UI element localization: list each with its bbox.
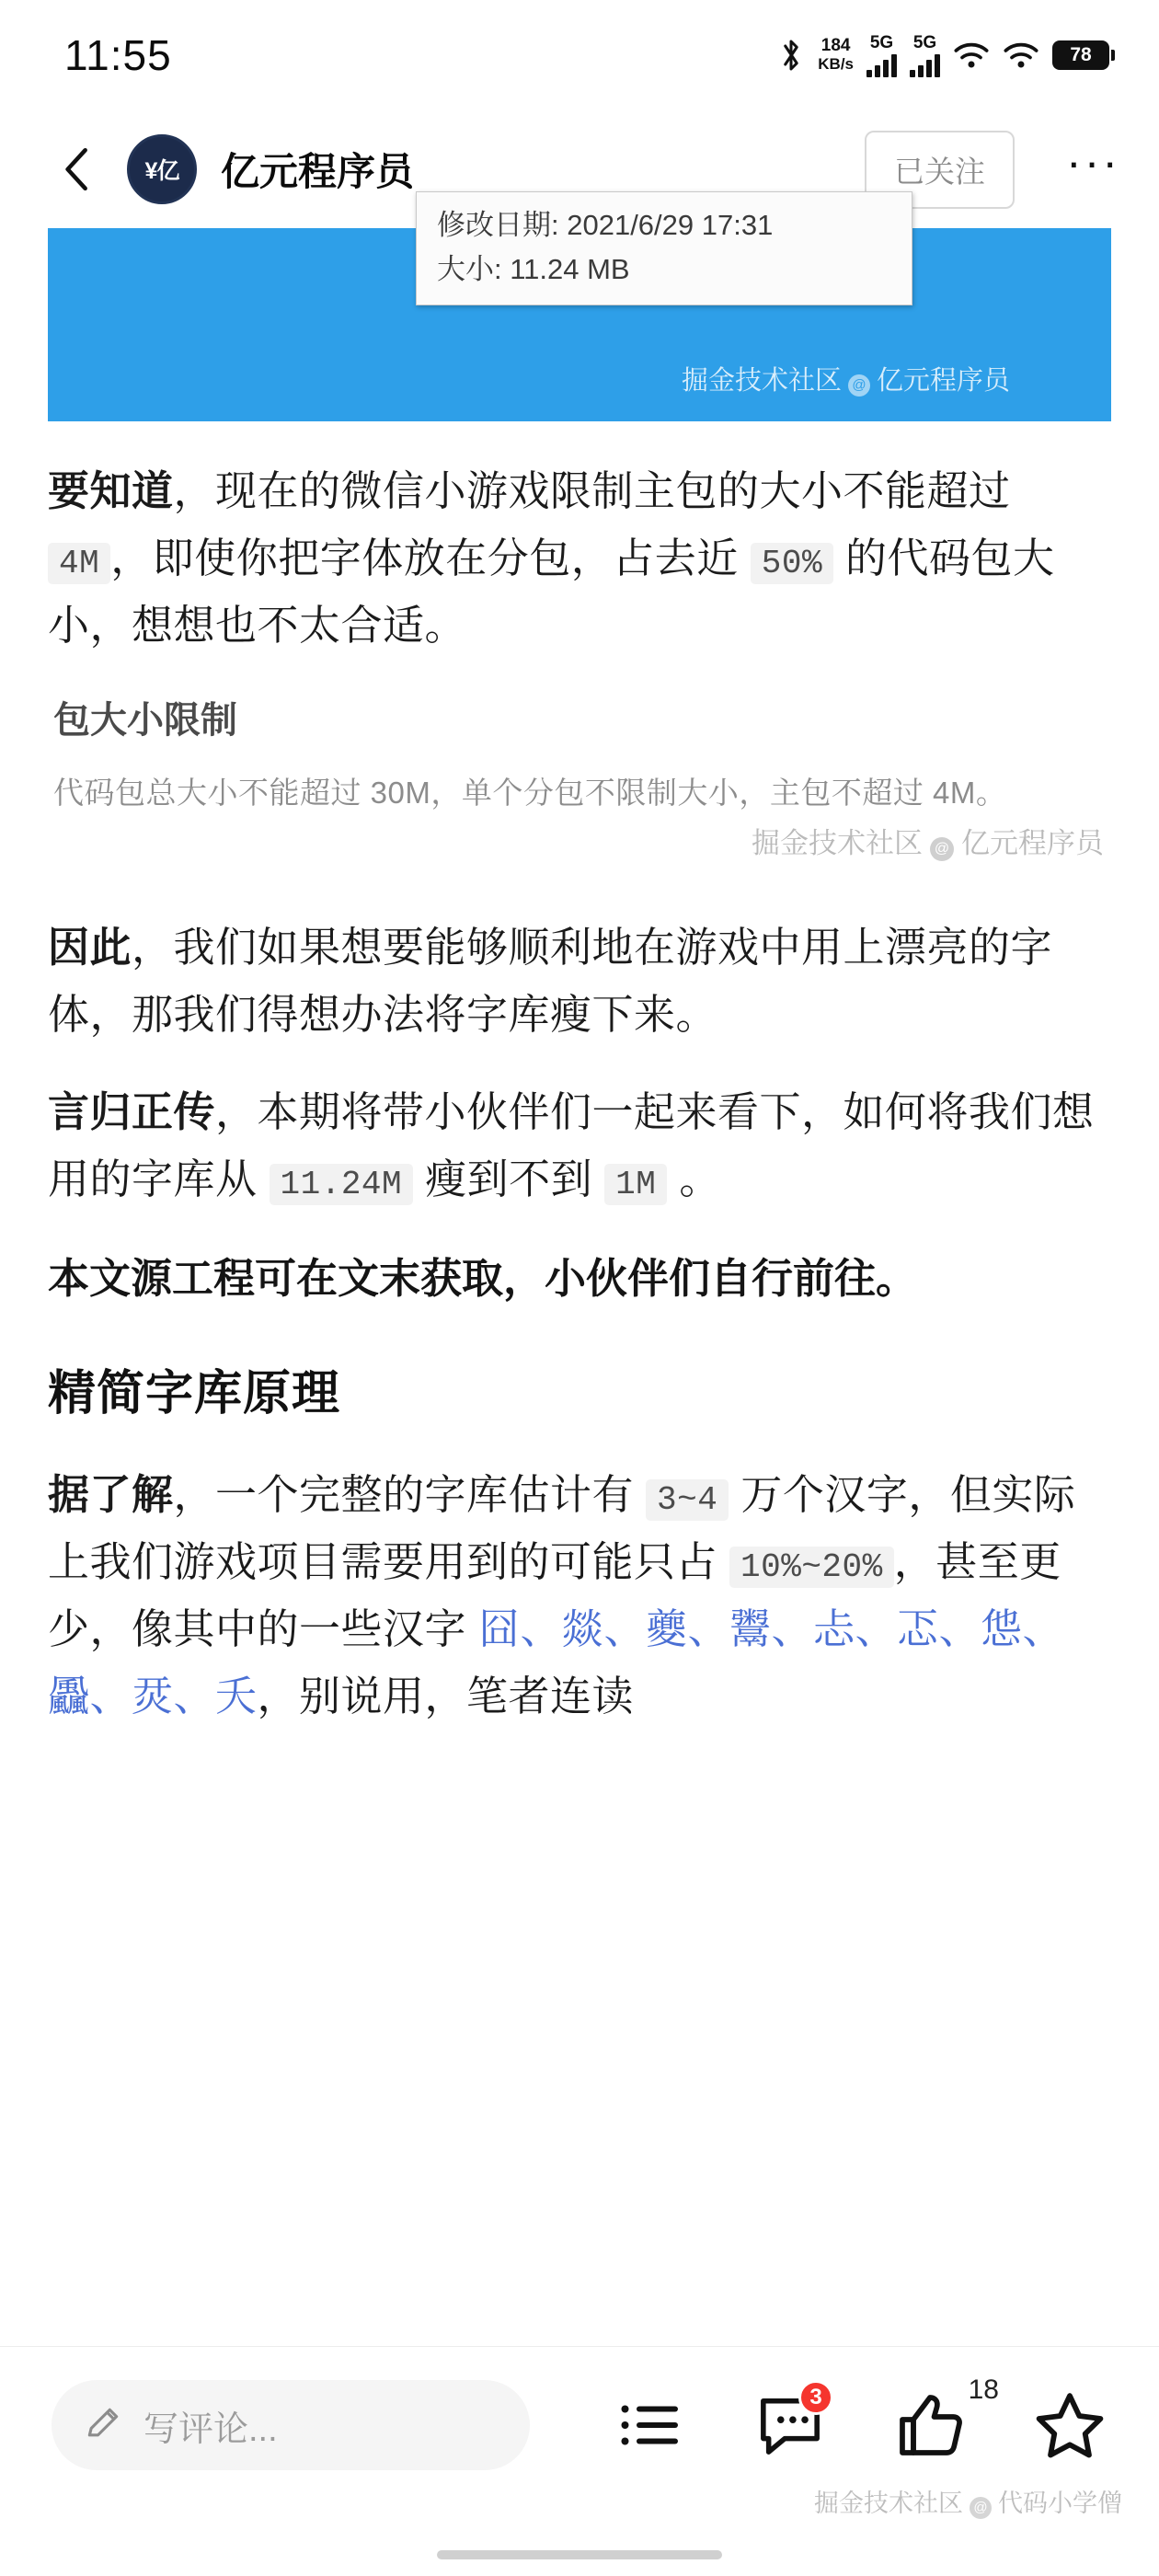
star-icon[interactable]: [1032, 2387, 1107, 2463]
bottom-action-row: [0, 2347, 1159, 2470]
network-speed: 184 KB/s: [818, 36, 854, 73]
bottom-watermark: 掘金技术社区 @ 代码小学僧: [814, 2490, 1122, 2517]
status-bar: [0, 0, 1159, 110]
back-arrow-icon[interactable]: [52, 144, 103, 195]
figure-watermark: 掘金技术社区 @ 亿元程序员: [752, 826, 1104, 859]
rare-characters: 囧、燚、夔、鬻、忐、忑、怹、飍、烎、夭: [48, 1605, 1065, 1719]
inline-code-10to20pct: 10%~20%: [729, 1547, 894, 1588]
like-count: 18: [968, 2375, 999, 2405]
paragraph-2-lead: 因此: [48, 923, 132, 971]
file-modified-date: 修改日期: 2021/6/29 17:31: [437, 209, 774, 241]
wifi-icon-secondary: [1003, 41, 1039, 69]
image-watermark: 掘金技术社区 @ 亿元程序员: [681, 366, 1010, 396]
article-content: [0, 209, 1159, 1731]
paragraph-5: 据了解，一个完整的字库估计有 3~4 万个汉字，但实际上我们游戏项目需要用到的可能只占 10%~20% ，甚至更少，像其中的一些汉字 囧、燚、夔、鬻、忐、忑、怹、飍、烎、夭，别说用，笔者连读: [48, 1471, 1076, 1719]
comment-icon[interactable]: [752, 2387, 828, 2463]
sim1-signal-icon: 5G: [866, 34, 897, 77]
bluetooth-icon: [777, 38, 805, 73]
section-title: 精简字库原理: [48, 1367, 341, 1421]
inline-code-3to4: 3~4: [646, 1479, 729, 1521]
bottom-action-bar: [0, 2346, 1159, 2576]
figure-title: 包大小限制: [53, 699, 237, 741]
inline-code-1m: 1M: [604, 1164, 667, 1205]
comment-input[interactable]: [52, 2380, 530, 2470]
inline-code-1124m: 11.24M: [270, 1164, 414, 1205]
inline-code-4m: 4M: [48, 543, 110, 584]
paragraph-3: 言归正传，本期将带小伙伴们一起来看下，如何将我们想用的字库从 11.24M 瘦到不到 1M 。: [48, 1088, 1095, 1204]
paragraph-5-lead: 据了解: [48, 1471, 174, 1519]
status-time: 11:55: [64, 31, 172, 79]
file-size: 大小: 11.24 MB: [437, 253, 630, 286]
battery-indicator: 78: [1052, 40, 1109, 70]
paragraph-4-source-note: 本文源工程可在文末获取，小伙伴们自行前往。: [48, 1255, 918, 1303]
catalog-list-icon[interactable]: [613, 2387, 688, 2463]
file-info-tooltip: [416, 191, 912, 305]
thumbs-up-icon[interactable]: [892, 2375, 999, 2463]
article-image-screenshot[interactable]: [48, 209, 1111, 421]
figure-text: 代码包总大小不能超过 30M，单个分包不限制大小，主包不超过 4M。: [53, 775, 1007, 810]
wifi-icon: [953, 41, 990, 69]
follow-button[interactable]: 已关注: [865, 131, 1015, 209]
paragraph-1: 要知道，现在的微信小游戏限制主包的大小不能超过 4M ，即使你把字体放在分包，占去近 50% 的代码包大小，想想也不太合适。: [48, 467, 1055, 649]
more-options-icon[interactable]: ···: [1066, 136, 1120, 188]
inline-code-50pct: 50%: [751, 543, 833, 584]
paragraph-1-lead: 要知道: [48, 467, 174, 514]
sim2-signal-icon: 5G: [910, 34, 940, 77]
paragraph-2: 因此，我们如果想要能够顺利地在游戏中用上漂亮的字体，那我们得想办法将字库瘦下来。: [48, 923, 1053, 1038]
comment-placeholder: 写评论...: [143, 2409, 278, 2449]
package-limit-figure: [48, 691, 1111, 861]
bottom-icons: [613, 2375, 1117, 2463]
author-name[interactable]: 亿元程序员: [221, 150, 415, 193]
comment-count-badge: 3: [798, 2380, 833, 2415]
pencil-icon: [83, 2403, 123, 2448]
avatar[interactable]: ¥亿: [127, 134, 197, 204]
home-indicator[interactable]: [437, 2550, 722, 2559]
status-icons: [777, 34, 1109, 77]
paragraph-3-lead: 言归正传: [48, 1088, 216, 1136]
